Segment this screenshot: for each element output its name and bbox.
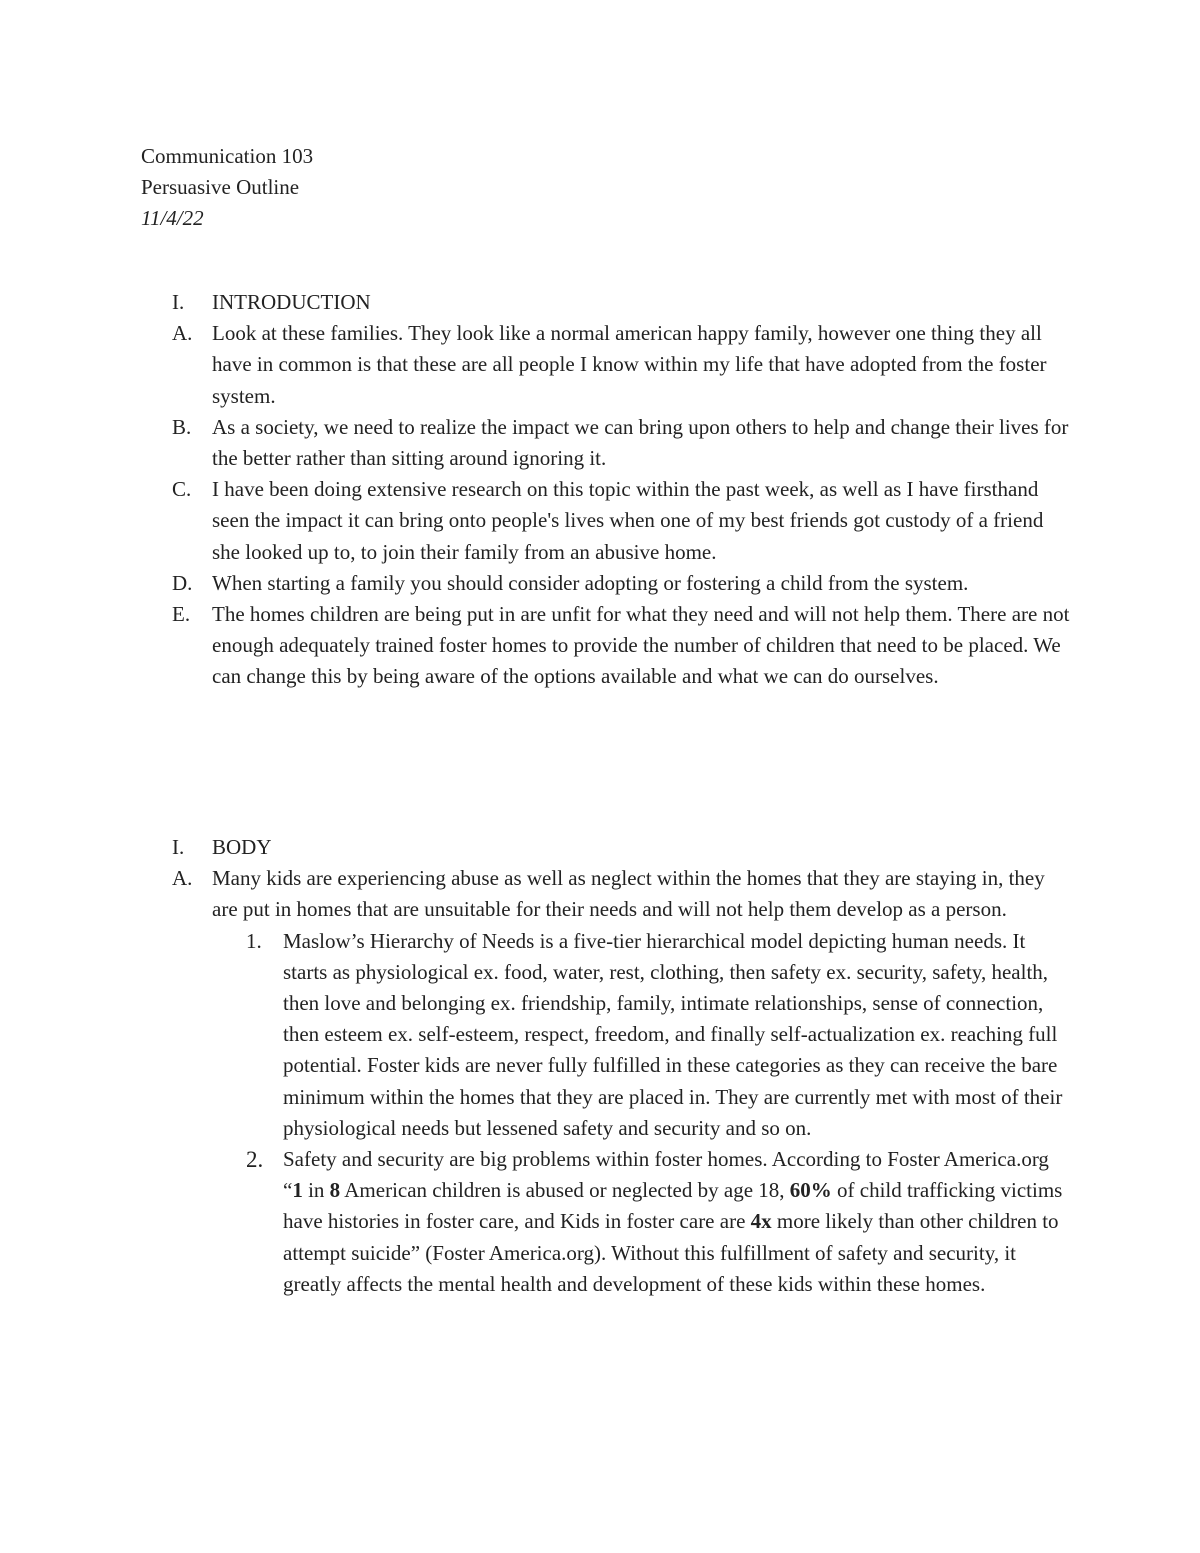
section-heading-text: BODY (212, 835, 272, 859)
course-name: Communication 103 (141, 144, 314, 168)
item-text: Many kids are experiencing abuse as well as neglect within the homes that they are staying in, they are put in homes that are unsuitable for their needs and will not help them develop as a person. (212, 866, 1045, 922)
introduction-heading (172, 287, 1072, 318)
body-heading (172, 832, 1072, 863)
document-header (141, 141, 313, 234)
intro-item-b (172, 412, 1072, 474)
item-marker: C. (172, 477, 192, 502)
body-section (172, 832, 1072, 1300)
subitem-text (283, 1147, 1062, 1296)
introduction-section (172, 287, 1072, 693)
stat-one: 1 (292, 1178, 303, 1203)
body-subitem-1 (172, 926, 1072, 1144)
subitem-text: Maslow’s Hierarchy of Needs is a five-tier hierarchical model depicting human needs. It starts as physiological ex. food, water, rest, clothing, then safety ex. security, safety, health, then love and belonging ex. friendship, family, intimate relationships, sense of connection, then esteem ex. self-esteem, respect, freedom, and finally self-actualization ex. reaching full potential. Foster kids are never fully fulfilled in these categories as they can receive the bare minimum within the homes that they are placed in. They are currently met with most of their physiological needs but lessened safety and security and so on. (283, 928, 1063, 1140)
stat-sixty-percent: 60% (789, 1178, 832, 1203)
intro-item-d (172, 568, 1072, 599)
section-numeral: I. (172, 835, 185, 859)
stat-eight: 8 (329, 1178, 341, 1203)
document-date: 11/4/22 (141, 206, 204, 230)
item-text: As a society, we need to realize the impact we can bring upon others to help and change their lives for the better rather than sitting around ignoring it. (212, 414, 1069, 471)
intro-item-a (172, 318, 1072, 412)
intro-item-c (172, 474, 1072, 568)
item-marker: A. (172, 321, 193, 346)
text-run: in (302, 1178, 330, 1203)
item-marker: D. (172, 570, 193, 595)
text-run: of child trafficking victims have histories in foster care, and Kids in foster care are (283, 1178, 1063, 1234)
body-subitem-2 (172, 1144, 1072, 1300)
subitem-marker: 2. (246, 1147, 264, 1173)
text-run: more likely than other children to attempt suicide” (Foster America.org). Without this fulfillment of safety and security, it greatly affects the mental health and development of these kids within these homes. (283, 1209, 1059, 1296)
section-numeral: I. (172, 290, 185, 314)
item-marker: E. (172, 602, 191, 627)
item-text: The homes children are being put in are unfit for what they need and will not help them. There are not enough adequately trained foster homes to provide the number of children that need to be placed. We can change this by being aware of the options available and what we can do ourselves. (212, 602, 1070, 689)
item-text: Look at these families. They look like a normal american happy family, however one thing they all have in common is that these are all people I know within my life that have adopted from the foster system. (212, 321, 1047, 408)
assignment-title: Persuasive Outline (141, 175, 300, 199)
item-text: When starting a family you should consider adopting or fostering a child from the system. (212, 570, 969, 595)
section-heading-text: INTRODUCTION (212, 290, 371, 314)
item-text: I have been doing extensive research on this topic within the past week, as well as I have firsthand seen the impact it can bring onto people's lives when one of my best friends got custody of a friend she looked up to, to join their family from an abusive home. (212, 477, 1044, 564)
stat-four-x: 4x (750, 1209, 772, 1234)
intro-item-e (172, 599, 1072, 693)
body-item-a (172, 863, 1072, 925)
item-marker: B. (172, 414, 192, 439)
text-run: Safety and security are big problems within foster homes. According to Foster America.org “ (283, 1147, 1049, 1203)
text-run: American children is abused or neglected by age 18, (340, 1178, 790, 1203)
subitem-marker: 1. (246, 928, 262, 953)
item-marker: A. (172, 866, 193, 891)
